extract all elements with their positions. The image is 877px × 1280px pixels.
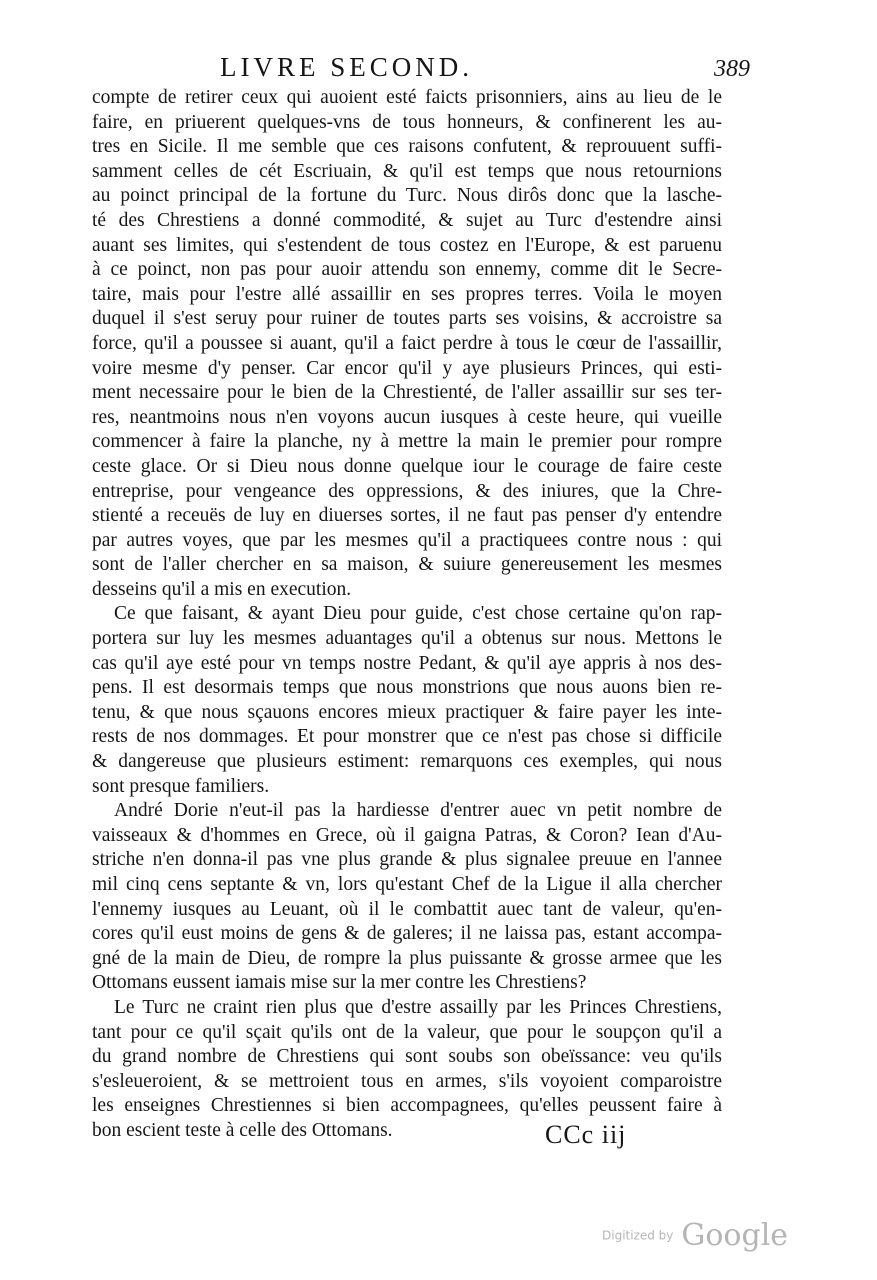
text-line: sont de l'aller chercher en sa maison, & suiure genereusement les mesmes: [92, 554, 722, 576]
text-line: striche n'en donna-il pas vne plus grande & plus signalee preuue en l'annee: [92, 849, 722, 871]
text-line: duquel il s'est seruy pour ruiner de toutes parts ses voisins, & accroistre sa: [92, 308, 722, 330]
text-line: & dangereuse que plusieurs estiment: remarquons ces exemples, qui nous: [92, 751, 722, 773]
text-line: à ce poinct, non pas pour auoir attendu son ennemy, comme dit le Secre-: [92, 259, 722, 281]
text-line: sont presque familiers.: [92, 775, 270, 797]
text-line: taire, mais pour l'estre allé assaillir en ses propres terres. Voila le moyen: [92, 283, 722, 305]
text-line: entreprise, pour vengeance des oppressions, & des iniures, que la Chre-: [92, 480, 722, 502]
text-line: s'esleueroient, & se mettroient tous en armes, s'ils voyoient comparoistre: [92, 1070, 722, 1092]
text-line: Ottomans eussent iamais mise sur la mer contre les Chrestiens?: [92, 972, 587, 994]
text-line: Ce que faisant, & ayant Dieu pour guide, c'est chose certaine qu'on rap-: [114, 603, 722, 625]
text-line: pens. Il est desormais temps que nous monstrions que nous auons bien re-: [92, 677, 722, 699]
text-line: commencer à faire la planche, ny à mettre la main le premier pour rompre: [92, 431, 722, 453]
text-line: ceste glace. Or si Dieu nous donne quelque iour le courage de faire ceste: [92, 455, 722, 477]
text-line: Le Turc ne craint rien plus que d'estre assailly par les Princes Chrestiens,: [114, 996, 722, 1018]
text-line: voire mesme d'y penser. Car encor qu'il y aye plusieurs Princes, qui esti-: [92, 357, 722, 379]
text-line: du grand nombre de Chrestiens qui sont soubs son obeïssance: veu qu'ils: [92, 1046, 722, 1068]
watermark-prefix: Digitized by: [602, 1228, 674, 1243]
text-line: desseins qu'il a mis en execution.: [92, 578, 352, 600]
text-line: par autres voyes, que par les mesmes qu'il a practiquees contre nous : qui: [92, 529, 722, 551]
running-head: [190, 52, 750, 86]
text-line: portera sur luy les mesmes aduantages qu'il a obtenus sur nous. Mettons le: [92, 628, 722, 650]
text-line: rests de nos dommages. Et pour monstrer que ce n'est pas chose si difficile: [92, 726, 722, 748]
text-line: res, neantmoins nous n'en voyons aucun iusques à ceste heure, qui vueille: [92, 406, 722, 428]
text-line: samment celles de cét Escriuain, & qu'il est temps que nous retournions: [92, 160, 722, 182]
text-line: té des Chrestiens a donné commodité, & sujet au Turc d'estendre ainsi: [92, 209, 722, 231]
text-line: cas qu'il aye esté pour vn temps nostre Pedant, & qu'il aye appris à nos des-: [92, 652, 722, 674]
text-line: tres en Sicile. Il me semble que ces raisons confutent, & reprouuent suffi-: [92, 136, 722, 158]
body-text: [92, 86, 722, 1144]
text-line: compte de retirer ceux qui auoient esté faicts prisonniers, ains au lieu de le: [92, 87, 722, 108]
google-watermark: [602, 1218, 788, 1253]
watermark-brand: Google: [681, 1218, 789, 1253]
text-line: stienté a receuës de luy en diuerses sortes, il ne faut pas penser d'y entendre: [92, 505, 722, 527]
text-line: ment necessaire pour le bien de la Chrestienté, de l'aller assaillir sur ses ter-: [92, 382, 722, 404]
text-line: tenu, & que nous sçauons encores mieux practiquer & faire payer les inte-: [92, 701, 722, 723]
signature-mark: CCc iij: [545, 1120, 627, 1149]
text-line: auant ses limites, qui s'estendent de tous costez en l'Europe, & est paruenu: [92, 234, 722, 256]
text-line: les enseignes Chrestiennes si bien accompagnees, qu'elles peussent faire à: [92, 1095, 722, 1117]
text-line: au poinct principal de la fortune du Turc. Nous dirôs donc que la lasche-: [92, 185, 722, 207]
text-line: cores qu'il eust moins de gens & de galeres; il ne laissa pas, estant accompa-: [92, 923, 722, 945]
text-line: force, qu'il a poussee si auant, qu'il a faict perdre à tous le cœur de l'assaillir,: [92, 332, 722, 354]
text-line: l'ennemy iusques au Leuant, où il le combattit auec tant de valeur, qu'en-: [92, 898, 722, 920]
running-title: LIVRE SECOND.: [220, 52, 473, 82]
text-line: bon escient teste à celle des Ottomans.: [92, 1119, 393, 1141]
text-line: mil cinq cens septante & vn, lors qu'estant Chef de la Ligue il alla chercher: [92, 874, 722, 895]
text-line: gné de la main de Dieu, de rompre la plus puissante & grosse armee que les: [92, 947, 722, 969]
text-line: tant pour ce qu'il sçait qu'ils ont de la valeur, que pour le soupçon qu'il a: [92, 1021, 722, 1043]
text-line: vaisseaux & d'hommes en Grece, où il gaigna Patras, & Coron? Iean d'Au-: [92, 824, 722, 846]
text-line: André Dorie n'eut-il pas la hardiesse d'entrer auec vn petit nombre de: [114, 800, 722, 822]
page-number: 389: [714, 56, 750, 82]
text-line: faire, en priuerent quelques-vns de tous honneurs, & confinerent les au-: [92, 111, 722, 133]
